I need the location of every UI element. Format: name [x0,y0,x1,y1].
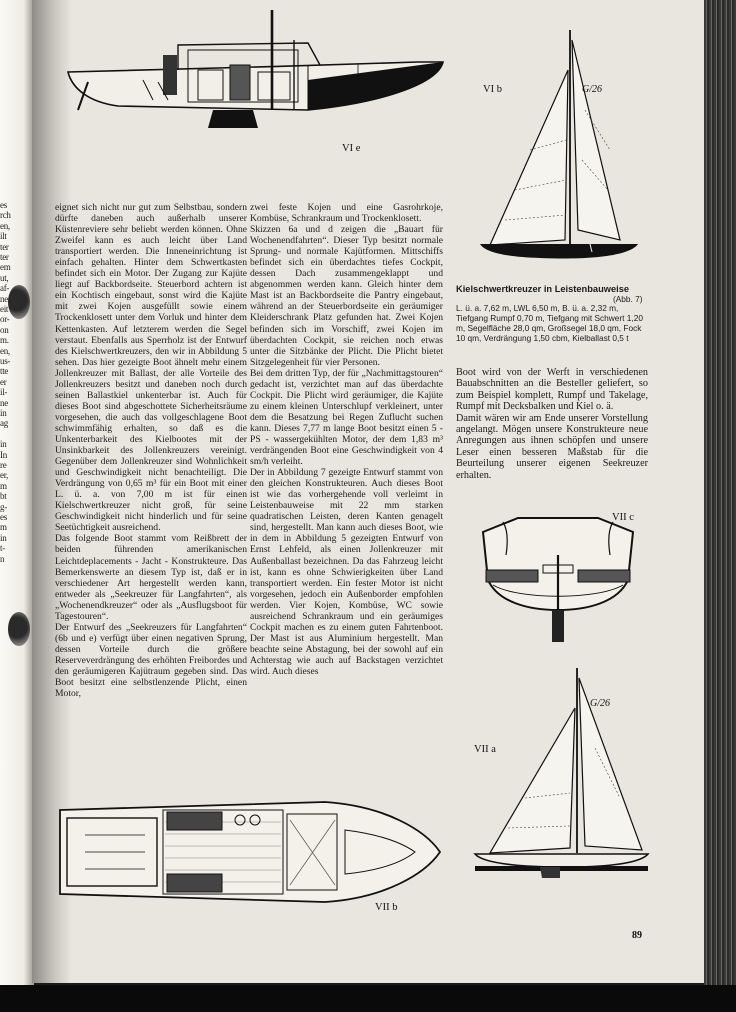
previous-page-fragment: ag [0,418,8,429]
previous-page-fragment: af- [0,283,10,294]
previous-page-fragment: ne [0,397,8,408]
previous-page-fragment: in [0,439,7,450]
paragraph: eignet sich nicht nur gut zum Selbstbau, sondern dürfte daneben auch außerhalb unserer Küstenreviere sehr beliebt werden können. Ohne Zweifel kann es auch leicht über Land transportiert werden. Die Inneneinrichtung ist einfach gehalten. Hinter dem Schwertkasten befindet sich ein Motor. Der Zugang zur Kajüte liegt auf Backbordseite. Steuerbord achtern ist ein Kochtisch eingebaut, sonst wird die Kajüte mit zwei Kojen ausgefüllt sowie einem Trockenklosett unter dem Vorluk und hinter dem Kettenkasten. Auf letzterem werden die Segel verstaut. Ebenfalls aus Sperrholz ist der Entwurf des Kielschwertkreuzers, den wir in Abbildung 5 sehen. Das hier gezeigte Boot ähnelt mehr einem Jollenkreuzer mit Ballast, der alle Vorteile des Jollenkreuzers besitzt und daneben noch durch seinen Ballastkiel unkenterbar ist. Auch für dieses Boot sind abgeschottete Sicherheitsräume vorgesehen, die auch das vollgeschlagene Boot schwimmfähig erhalten, so daß es die Unkenterbarkeit des Kielbootes mit der Unsinkbarkeit des Jollenkreuzers vereinigt. Gegenüber dem Jollenkreuzer sind Wohnlichkeit und Geschwindigkeit nicht benachteiligt. Die Verdrängung von 0,65 m³ für ein Boot mit einer L. ü. a. von 7,00 m ist für einen Kielschwertkreuzer nicht groß, für seine Geschwindigkeit nicht hinderlich und für seine Seetüchtigkeit ausreichend. [55,202,247,534]
previous-page-fragment: n [0,553,5,564]
previous-page-fragment: re [0,460,7,470]
previous-page-fragment: es [0,200,7,210]
sail-number-vii-a: G/26 [590,698,610,709]
previous-page-fragment: t- [0,543,5,554]
previous-page-fragment: er [0,376,7,387]
previous-page-fragment: m. [0,335,9,346]
previous-page-fragment: nes [0,293,12,304]
paragraph: Boot wird von der Werft in verschiedenen Bauabschnitten an die Besteller geliefert, so zum Beispiel komplett, Rumpf und Takelage, Rumpf mit Decksbalken und Kiel o. ä. [456,367,648,413]
previous-page-fragment: il- [0,387,8,398]
binding-hole [8,612,30,646]
previous-page-fragment: em [0,262,11,273]
previous-page-fragment: tte [0,366,9,377]
figure-vii-a-sail-plan [470,668,650,888]
caption-title-text: Kielschwertkreuzer in Leistenbauweise [456,284,630,294]
page-number: 89 [632,930,642,941]
paragraph: zwei feste Kojen und eine Gasrohrkoje, Kombüse, Schrankraum und Trockenklosett. [250,202,443,225]
figure-label-vi-e: VI e [342,143,361,154]
caption-specs [456,304,648,344]
caption-title [456,284,629,294]
previous-page-fragment: ilt [0,231,7,242]
caption-abb: (Abb. 7) [613,294,643,304]
caption-specs-text: L. ü. a. 7,62 m, LWL 6,50 m, B. ü. a. 2,32 m, Tiefgang Rumpf 0,70 m, Tiefgang mit Schwert 1,20 m, Segelfläche 28,0 qm, Großsegel 18,0 qm, Fock 10 qm, Verdrängung 1,50 cbm, Kielballast 0,5 t [456,303,643,343]
previous-page-fragment: en, [0,220,10,231]
previous-page-fragment: es [0,512,7,522]
page-stack-edge [704,0,736,985]
middle-text-column [250,202,443,677]
previous-page-fragment: bt [0,491,7,502]
previous-page-fragment: In [0,449,7,460]
paragraph: Der Entwurf des „Seekreuzers für Langfahrten“ (6b und e) verfügt über einen negativen Sprung, dessen Vorteile durch die größere Reserveverdrängung des erhöhten Freibordes und den geräumigeren Kajütraum gegeben sind. Das Boot besitzt eine selbstlenzende Plicht, einen Motor, [55,621,247,700]
previous-page-fragment: rch [0,210,11,221]
figure-label-vii-b: VII b [375,902,398,913]
previous-page-fragment: eit [0,304,9,314]
sail-number-vi-b: G/26 [582,84,602,95]
figure-vi-b-sail-plan [470,30,650,280]
left-text-column [55,202,247,699]
previous-page-fragment: in [0,532,7,543]
right-text-column [456,367,648,481]
paragraph: Das folgende Boot stammt vom Reißbrett der beiden führenden amerikanischen Leichtdeplacements - Jacht - Konstrukteure. Das Bemerkenswerte an diesem Typ ist, daß er in verschiedener Art hergestellt werden kann, entweder als „Seekreuzer für Langfahrten“, als „Wochenendkreuzer“ oder als „Ausflugsboot für Tagestouren“. [55,533,247,622]
previous-page-fragment: en, [0,345,10,356]
paragraph: Damit wären wir am Ende unserer Vorstellung angelangt. Mögen unsere Konstrukteure neue Anregungen aus ihnen schöpfen und unsere Leser einen besseren Maßstab für die Beurteilung unserer eigenen Seekreuzer erhalten. [456,412,648,481]
figure-label-vi-b: VI b [483,84,502,95]
figure-vii-b-deck-plan [55,790,443,915]
paragraph: Bei dem dritten Typ, der für „Nachmittagstouren“ gedacht ist, verzichtet man auf das überdachte Cockpit. Die Plicht wird geräumiger, die Kajüte zu einem kleinen Unterschlupf verkleinert, unter dem die Besatzung bei Regen Zuflucht suchen kann. Dieses 7,77 m lange Boot besitzt einen 5 - PS - wassergekühlten Motor, der dem 1,83 m³ verdrängenden Boot eine Geschwindigkeit von 4 sm/h verleiht. [250,367,443,468]
previous-page-fragment: ter [0,241,9,252]
previous-page-fragment: or- [0,314,10,325]
previous-page-fragment: us- [0,356,11,366]
previous-page-fragment: m [0,522,7,533]
scan-border [0,985,736,1012]
figure-vii-c-cross-section [478,510,638,645]
previous-page-fragment: ut, [0,272,9,283]
figure-label-vii-c: VII c [612,512,634,523]
previous-page-fragment: on [0,324,9,335]
previous-page-fragment: in [0,408,7,418]
previous-page-fragment: g- [0,501,7,512]
paragraph: Skizzen 6a und d zeigen die „Bauart für Wochenendfahrten“. Dieser Typ besitzt normale Sprung- und normale Kajütformen. Mittschiffs befindet sich ein überdachtes tiefes Cockpit, dessen Dach zusammengeklappt und abgenommen werden kann. Gleich hinter dem Mast ist an Backbordseite die Pantry eingebaut, während an der Steuerbordseite ein geräumiger Kleiderschrank Platz gefunden hat. Zwei Kojen befinden sich im Vorschiff, zwei Kojen im überdachten Cockpit, sie reichen noch etwas unter die Sitzbänke der Plicht. Die Plicht bietet Sitzgelegenheit für vier Personen. [250,224,443,368]
previous-page-fragment: ter [0,252,9,262]
previous-page-fragment: er, [0,470,8,481]
figure-label-vii-a: VII a [474,744,496,755]
previous-page-fragment: m [0,480,7,491]
paragraph: Der in Abbildung 7 gezeigte Entwurf stammt von den gleichen Konstrukteuren. Auch dieses Boot ist wie das vorhergehende voll verleimt in Leistenbauweise mit 22 mm starken quadratischen Leisten, deren Kanten genagelt sind, hergestellt. Man kann auch dieses Boot, wie in dem in Abbildung 5 gezeigten Entwurf von Ernst Lehfeld, als einen Jollenkreuzer mit Außenballast bezeichnen. Da das Fahrzeug leicht ist, kann es ohne Schwierigkeiten über Land transportiert werden. Ein fester Motor ist nicht vorgesehen, jedoch ein Außenborder empfohlen werden. Vier Kojen, Kombüse, WC sowie ausreichend Schrankraum und ein geräumiges Cockpit machen es zu einem guten Fahrtenboot. Der Mast ist aus Aluminium hergestellt. Man beachte seine Abstagung, bei der sowohl auf ein Achterstag wie auch auf Backstagen verzichtet wird. Auch dieses [250,467,443,677]
figure-vi-e-profile [58,10,450,160]
